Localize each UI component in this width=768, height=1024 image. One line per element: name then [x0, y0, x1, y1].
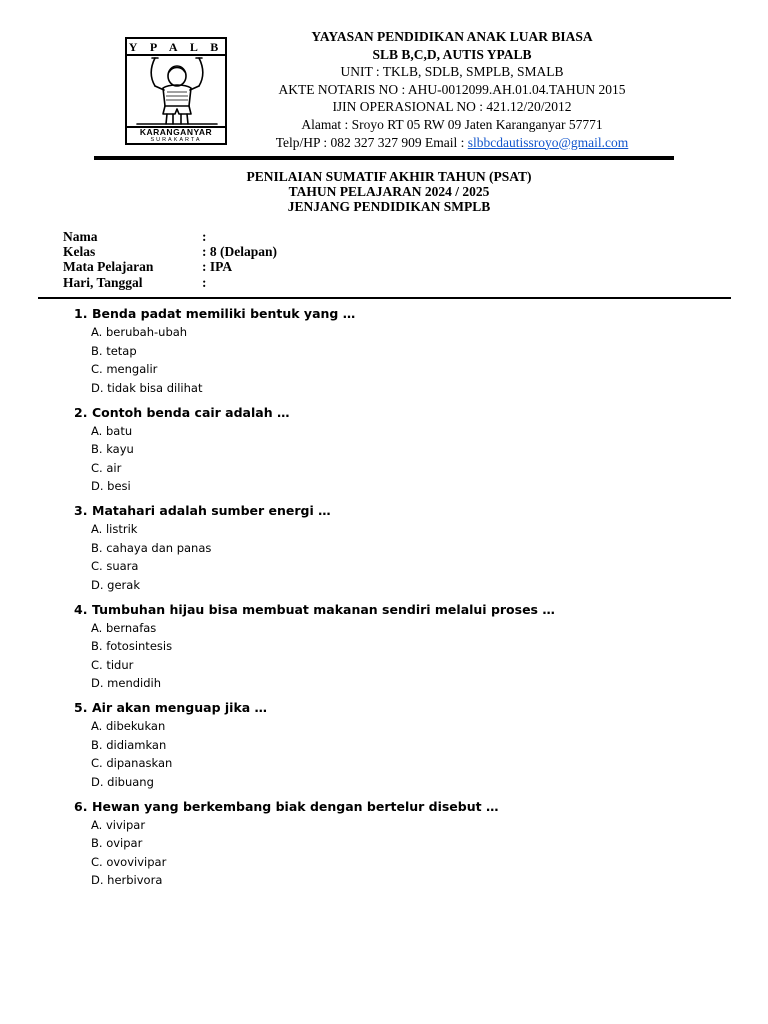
question-number: 3.: [74, 503, 88, 518]
answer-option: C. dipanaskan: [91, 756, 173, 770]
answer-option: D. dibuang: [91, 774, 154, 789]
question-text: [74, 501, 555, 520]
answer-option: C. suara: [91, 559, 139, 573]
question-list: [74, 304, 555, 895]
question-text: [74, 600, 555, 619]
answer-option: A. dibekukan: [91, 719, 166, 733]
question-item: [74, 304, 555, 397]
identity-value: : IPA: [202, 259, 233, 275]
identity-value: :: [202, 229, 207, 244]
answer-option: C. air: [91, 460, 122, 475]
answer-option: B. didiamkan: [91, 737, 167, 752]
answer-option: C. tidur: [91, 657, 134, 672]
identity-row: [63, 275, 277, 290]
answer-option: B. tetap: [91, 343, 137, 358]
school-address: Alamat : Sroyo RT 05 RW 09 Jaten Karanganyar 57771: [301, 116, 603, 132]
question-number: 1.: [74, 306, 88, 321]
question-prompt: Contoh benda cair adalah …: [92, 404, 290, 420]
answer-option: A. listrik: [91, 522, 138, 536]
school-name: SLB B,C,D, AUTIS YPALB: [372, 46, 532, 62]
answer-option: A. berubah-ubah: [91, 325, 188, 339]
question-number: 4.: [74, 601, 88, 617]
identity-label: Mata Pelajaran: [63, 259, 154, 275]
question-prompt: Matahari adalah sumber energi …: [92, 503, 331, 518]
identity-row: [63, 229, 277, 244]
question-item: [74, 600, 555, 693]
answer-option: A. vivipar: [91, 817, 146, 832]
identity-value: :: [202, 274, 207, 290]
answer-option: D. besi: [91, 479, 131, 493]
answer-option: B. fotosintesis: [91, 639, 173, 653]
logo-subtitle: SURAKARTA: [150, 137, 202, 143]
answer-option: D. tidak bisa dilihat: [91, 380, 203, 395]
identity-label: Kelas: [63, 244, 96, 260]
identity-label: Hari, Tanggal: [63, 274, 143, 290]
exam-title-line-2: TAHUN PELAJARAN 2024 / 2025: [288, 184, 490, 200]
logo-city: KARANGANYAR: [139, 127, 213, 137]
question-item: [74, 698, 555, 791]
operating-permit: IJIN OPERASIONAL NO : 421.12/20/2012: [332, 99, 572, 115]
answer-option: C. ovovivipar: [91, 854, 167, 869]
answer-option: D. mendidih: [91, 676, 162, 690]
question-item: [74, 501, 555, 594]
question-text: [74, 797, 555, 816]
answer-option: D. gerak: [91, 577, 140, 592]
identity-divider: [38, 297, 731, 299]
identity-row: [63, 259, 277, 274]
identity-row: [63, 244, 277, 259]
exam-title-line-3: JENJANG PENDIDIKAN SMPLB: [287, 199, 491, 215]
answer-option: A. batu: [91, 423, 133, 438]
answer-option: B. cahaya dan panas: [91, 540, 212, 555]
school-units: UNIT : TKLB, SDLB, SMPLB, SMALB: [340, 64, 564, 80]
notary-deed: AKTE NOTARIS NO : AHU-0012099.AH.01.04.TAHUN 2015: [278, 81, 626, 97]
question-item: [74, 797, 555, 890]
answer-option: D. herbivora: [91, 873, 163, 887]
answer-option: A. bernafas: [91, 620, 157, 635]
exam-title-line-1: PENILAIAN SUMATIF AKHIR TAHUN (PSAT): [246, 169, 532, 184]
question-prompt: Air akan menguap jika …: [92, 700, 268, 715]
contact-line: [240, 134, 664, 152]
logo-title: Y P A L B: [128, 40, 224, 54]
question-item: [74, 403, 555, 496]
email-link[interactable]: slbbcdautissroyo@gmail.com: [467, 134, 629, 150]
child-figure-icon: [133, 56, 221, 126]
question-text: [74, 698, 555, 717]
answer-option: B. ovipar: [91, 836, 143, 850]
exam-title: [0, 169, 768, 215]
question-number: 5.: [74, 700, 88, 715]
student-identity: [63, 229, 277, 290]
question-number: 2.: [74, 404, 88, 420]
question-number: 6.: [74, 798, 88, 814]
question-prompt: Tumbuhan hijau bisa membuat makanan sendiri melalui proses …: [92, 601, 555, 617]
identity-value: : 8 (Delapan): [202, 244, 277, 260]
question-prompt: Hewan yang berkembang biak dengan bertelur disebut …: [92, 798, 499, 814]
letterhead: [240, 28, 664, 151]
question-prompt: Benda padat memiliki bentuk yang …: [92, 306, 356, 321]
question-text: [74, 403, 555, 422]
foundation-name: YAYASAN PENDIDIKAN ANAK LUAR BIASA: [311, 29, 593, 44]
answer-option: B. kayu: [91, 442, 134, 456]
contact-prefix: Telp/HP : 082 327 327 909 Email :: [275, 134, 468, 150]
answer-option: C. mengalir: [91, 362, 158, 376]
school-logo: [125, 37, 227, 145]
question-text: [74, 304, 555, 323]
identity-label: Nama: [63, 229, 98, 244]
letterhead-divider: [94, 156, 674, 160]
